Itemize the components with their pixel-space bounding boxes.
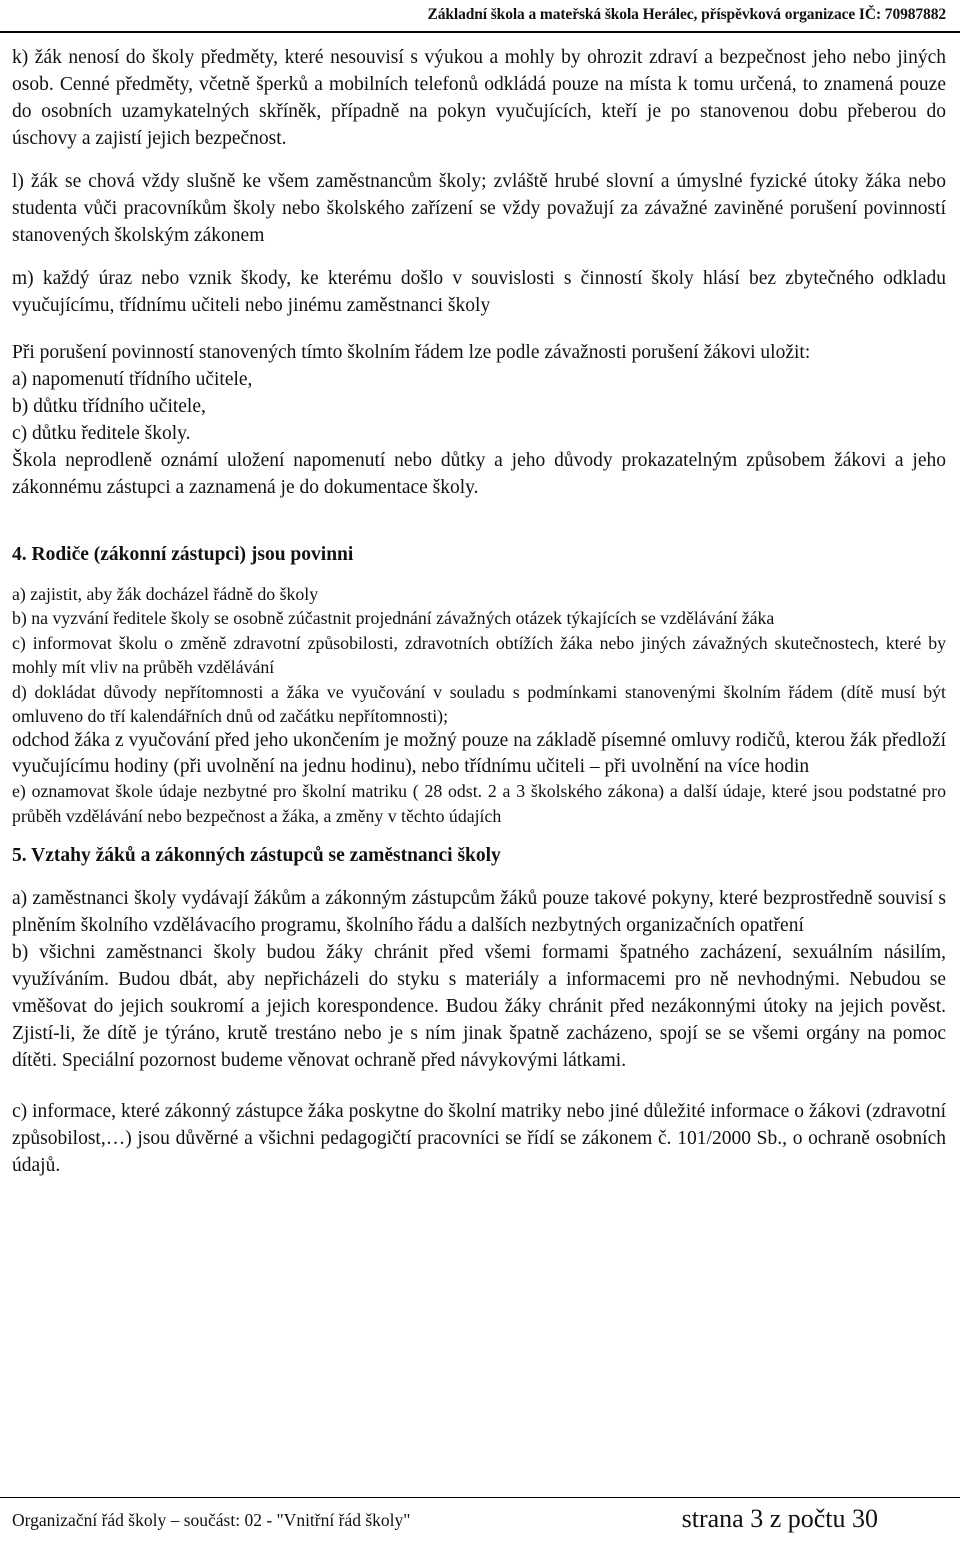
document-body bbox=[12, 44, 946, 1179]
section-5-item-c: c) informace, které zákonný zástupce žáka poskytne do školní matriky nebo jiné důležité informace o žákovi (zdravotní způsobilost,…) jsou důvěrné a všichni pedagogičtí pracovníci se řídí se zákonem č. 101/2000 Sb., o ochraně osobních údajů. bbox=[12, 1101, 946, 1177]
page-header: Základní škola a mateřská škola Herálec, příspěvková organizace IČ: 70987882 bbox=[0, 0, 960, 30]
penalties-intro: Při porušení povinností stanovených tímto školním řádem lze podle závažnosti porušení žákovi uložit: bbox=[12, 342, 811, 363]
section-4-departure: odchod žáka z vyučování před jeho ukončením je možný pouze na základě písemné omluvy rodičů, kterou žák předloží vyučujícímu hodiny (při uvolnění na jednu hodinu), nebo třídnímu učiteli – při uvolnění na více hodin bbox=[12, 730, 946, 777]
section-5-item-b: b) všichni zaměstnanci školy budou žáky chránit před všemi formami špatného zacházení, sexuálním násilím, využíváním. Budou dbát, aby nepřicházeli do styku s materiály a informacemi pro ně nevhodnými. Nebudou se vměšovat do jejich soukromí a jejich korespondence. Budou žáky chránit před nezákonnými útoky na jejich pověst. Zjistí-li, že dítě je týráno, krutě trestáno nebo je s ním jinak špatně zacházeno, spojí se se všemi orgány na pomoc dítěti. Speciální pozornost budeme věnovat ochraně před návykovými látkami. bbox=[12, 942, 946, 1072]
section-4-item-b: b) na vyzvání ředitele školy se osobně zúčastnit projednání závažných otázek týkajících se vzdělávání žáka bbox=[12, 608, 775, 629]
page-footer bbox=[12, 1498, 878, 1540]
rule-k: k) žák nenosí do školy předměty, které nesouvisí s výukou a mohly by ohrozit zdraví a bezpečnost jeho nebo jiných osob. Cenné předměty, včetně šperků a mobilních telefonů odkládá pouze na místa k tomu určená, to znamená pouze do osobních uzamykatelných skříněk, případně na pokyn vyučujících, kteří je po stanovenou dobu přeberou do úschovy a zajistí jejich bezpečnost. bbox=[12, 47, 946, 149]
section-4-item-e: e) oznamovat škole údaje nezbytné pro školní matriku ( 28 odst. 2 a 3 školského zákona) a další údaje, které jsou podstatné pro průběh vzdělávání nebo bezpečnost a žáka, a změny v těchto údajích bbox=[12, 781, 946, 826]
section-5-heading: 5. Vztahy žáků a zákonných zástupců se zaměstnanci školy bbox=[12, 845, 501, 867]
section-4-item-a: a) zajistit, aby žák docházel řádně do školy bbox=[12, 584, 319, 604]
penalties-notice: Škola neprodleně oznámí uložení napomenutí nebo důtky a jeho důvody prokazatelným způsobem žákovi a jeho zákonnému zástupci a zaznamená je do dokumentace školy. bbox=[12, 450, 946, 498]
rule-l: l) žák se chová vždy slušně ke všem zaměstnancům školy; zvláště hrubé slovní a úmyslné fyzické útoky žáka nebo studenta vůči pracovníkům školy nebo školského zařízení se vždy považují za závažné zaviněné porušení povinností stanovených školským zákonem bbox=[12, 171, 946, 246]
penalty-item: b) důtku třídního učitele, bbox=[12, 396, 206, 417]
rule-m: m) každý úraz nebo vznik škody, ke kterému došlo v souvislosti s činností školy hlásí bez zbytečného odkladu vyučujícímu, třídnímu učiteli nebo jinému zaměstnanci školy bbox=[12, 268, 946, 316]
section-4-item-c: c) informovat školu o změně zdravotní způsobilosti, zdravotních obtížích žáka nebo jiných závažných skutečnostech, které by mohly mít vliv na průběh vzdělávání bbox=[12, 632, 946, 678]
penalty-item: a) napomenutí třídního učitele, bbox=[12, 369, 253, 390]
footer-document-title: Organizační řád školy – součást: 02 - "Vnitřní řád školy" bbox=[12, 1510, 411, 1530]
section-4-item-d: d) dokládat důvody nepřítomnosti a žáka ve vyučování v souladu s podmínkami stanovenými školním řádem (dítě musí být omluveno do tří kalendářních dnů od začátku nepřítomnosti); bbox=[12, 681, 946, 727]
section-5-item-a: a) zaměstnanci školy vydávají žákům a zákonným zástupcům žáků pouze takové pokyny, které bezprostředně souvisí s plněním školního vzdělávacího programu, školního řádu a dalších nezbytných organizačních opatření bbox=[12, 888, 946, 937]
penalty-item: c) důtku ředitele školy. bbox=[12, 423, 191, 444]
section-4-heading: 4. Rodiče (zákonní zástupci) jsou povinni bbox=[12, 544, 354, 565]
page-number: strana 3 z počtu 30 bbox=[681, 1504, 878, 1533]
